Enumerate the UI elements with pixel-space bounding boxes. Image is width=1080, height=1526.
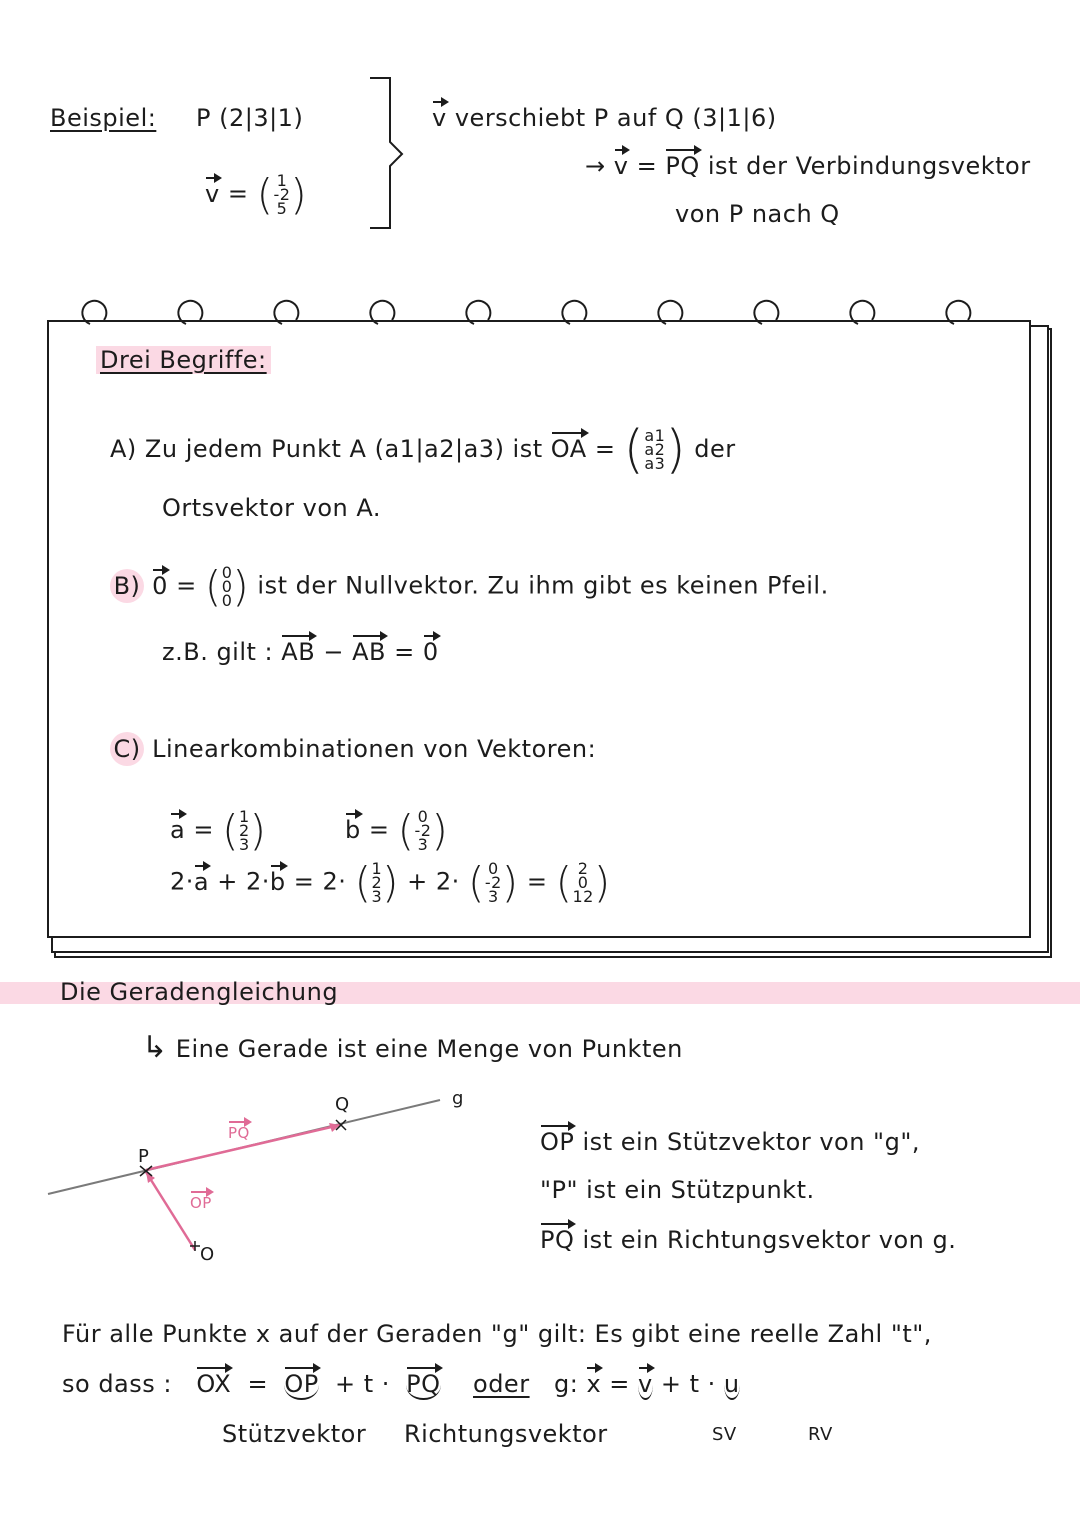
oa-vector: OA xyxy=(550,435,587,463)
notebook-title: Drei Begriffe: xyxy=(96,346,271,374)
example-v-definition: v = ( 1 -2 5) xyxy=(205,170,308,219)
zero-components: 0 0 0 xyxy=(221,562,233,610)
item-b-label: B) xyxy=(110,569,144,603)
section-subline: ↳ Eine Gerade ist eine Menge von Punkten xyxy=(142,1030,683,1065)
a-components: a1 a2 a3 xyxy=(644,426,666,473)
label-rv: RV xyxy=(808,1424,833,1445)
c-expression: 2·a + 2·b = 2· (1 2 3) + 2· ( 0 -2 3) = ( 2 0 12) xyxy=(170,858,611,907)
c-vector-a: a = (1 2 3) xyxy=(170,806,267,855)
item-c-label: C) xyxy=(110,732,144,766)
final-equation: so dass : OX = OP + t · PQ oder g: x = v + t · u xyxy=(62,1370,740,1398)
note-support-vector: OP ist ein Stützvektor von "g", xyxy=(540,1128,920,1156)
label-g: g xyxy=(452,1088,464,1109)
label-o: O xyxy=(200,1244,215,1265)
example-point: P (2|3|1) xyxy=(196,104,304,132)
label-pq: PQ xyxy=(228,1124,250,1142)
section-heading: Die Geradengleichung xyxy=(60,978,339,1006)
note-direction-vector: PQ ist ein Richtungsvektor von g. xyxy=(540,1226,957,1254)
label-p: P xyxy=(138,1146,150,1167)
label-sv: SV xyxy=(712,1424,737,1445)
example-line2: → v = PQ ist der Verbindungsvektor xyxy=(585,152,1031,180)
v-symbol: v xyxy=(205,179,220,208)
label-q: Q xyxy=(335,1094,350,1115)
line-diagram xyxy=(40,1080,500,1270)
note-support-point: "P" ist ein Stützpunkt. xyxy=(540,1176,815,1204)
label-richtungsvektor: Richtungsvektor xyxy=(404,1420,608,1448)
notebook-rings xyxy=(70,294,1000,344)
example-line3: von P nach Q xyxy=(675,200,840,228)
label-op: OP xyxy=(190,1194,212,1212)
example-label: Beispiel: xyxy=(50,104,157,132)
item-c: C) Linearkombinationen von Vektoren: xyxy=(110,732,596,766)
label-stuetzvektor: Stützvektor xyxy=(222,1420,367,1448)
op-support: OP xyxy=(284,1370,319,1398)
final-line1: Für alle Punkte x auf der Geraden "g" gilt: Es gibt eine reelle Zahl "t", xyxy=(62,1320,932,1348)
item-a-label: A) xyxy=(110,435,137,463)
item-b: B) 0 = (0 0 0) ist der Nullvektor. Zu ihm gibt es keinen Pfeil. xyxy=(110,562,829,611)
curly-brace xyxy=(360,76,410,232)
example-line1: v verschiebt P auf Q (3|1|6) xyxy=(432,104,777,132)
item-b-line2: z.B. gilt : AB − AB = 0 xyxy=(162,638,439,666)
item-a-line2: Ortsvektor von A. xyxy=(162,494,381,522)
pq-direction: PQ xyxy=(406,1370,441,1398)
c-vector-b: b = ( 0 -2 3) xyxy=(345,806,449,855)
item-a: A) Zu jedem Punkt A (a1|a2|a3) ist OA = (a1 a2 a3) der xyxy=(110,420,736,480)
v-components: 1 -2 5 xyxy=(273,170,291,218)
c-result: 2 0 12 xyxy=(572,858,594,906)
